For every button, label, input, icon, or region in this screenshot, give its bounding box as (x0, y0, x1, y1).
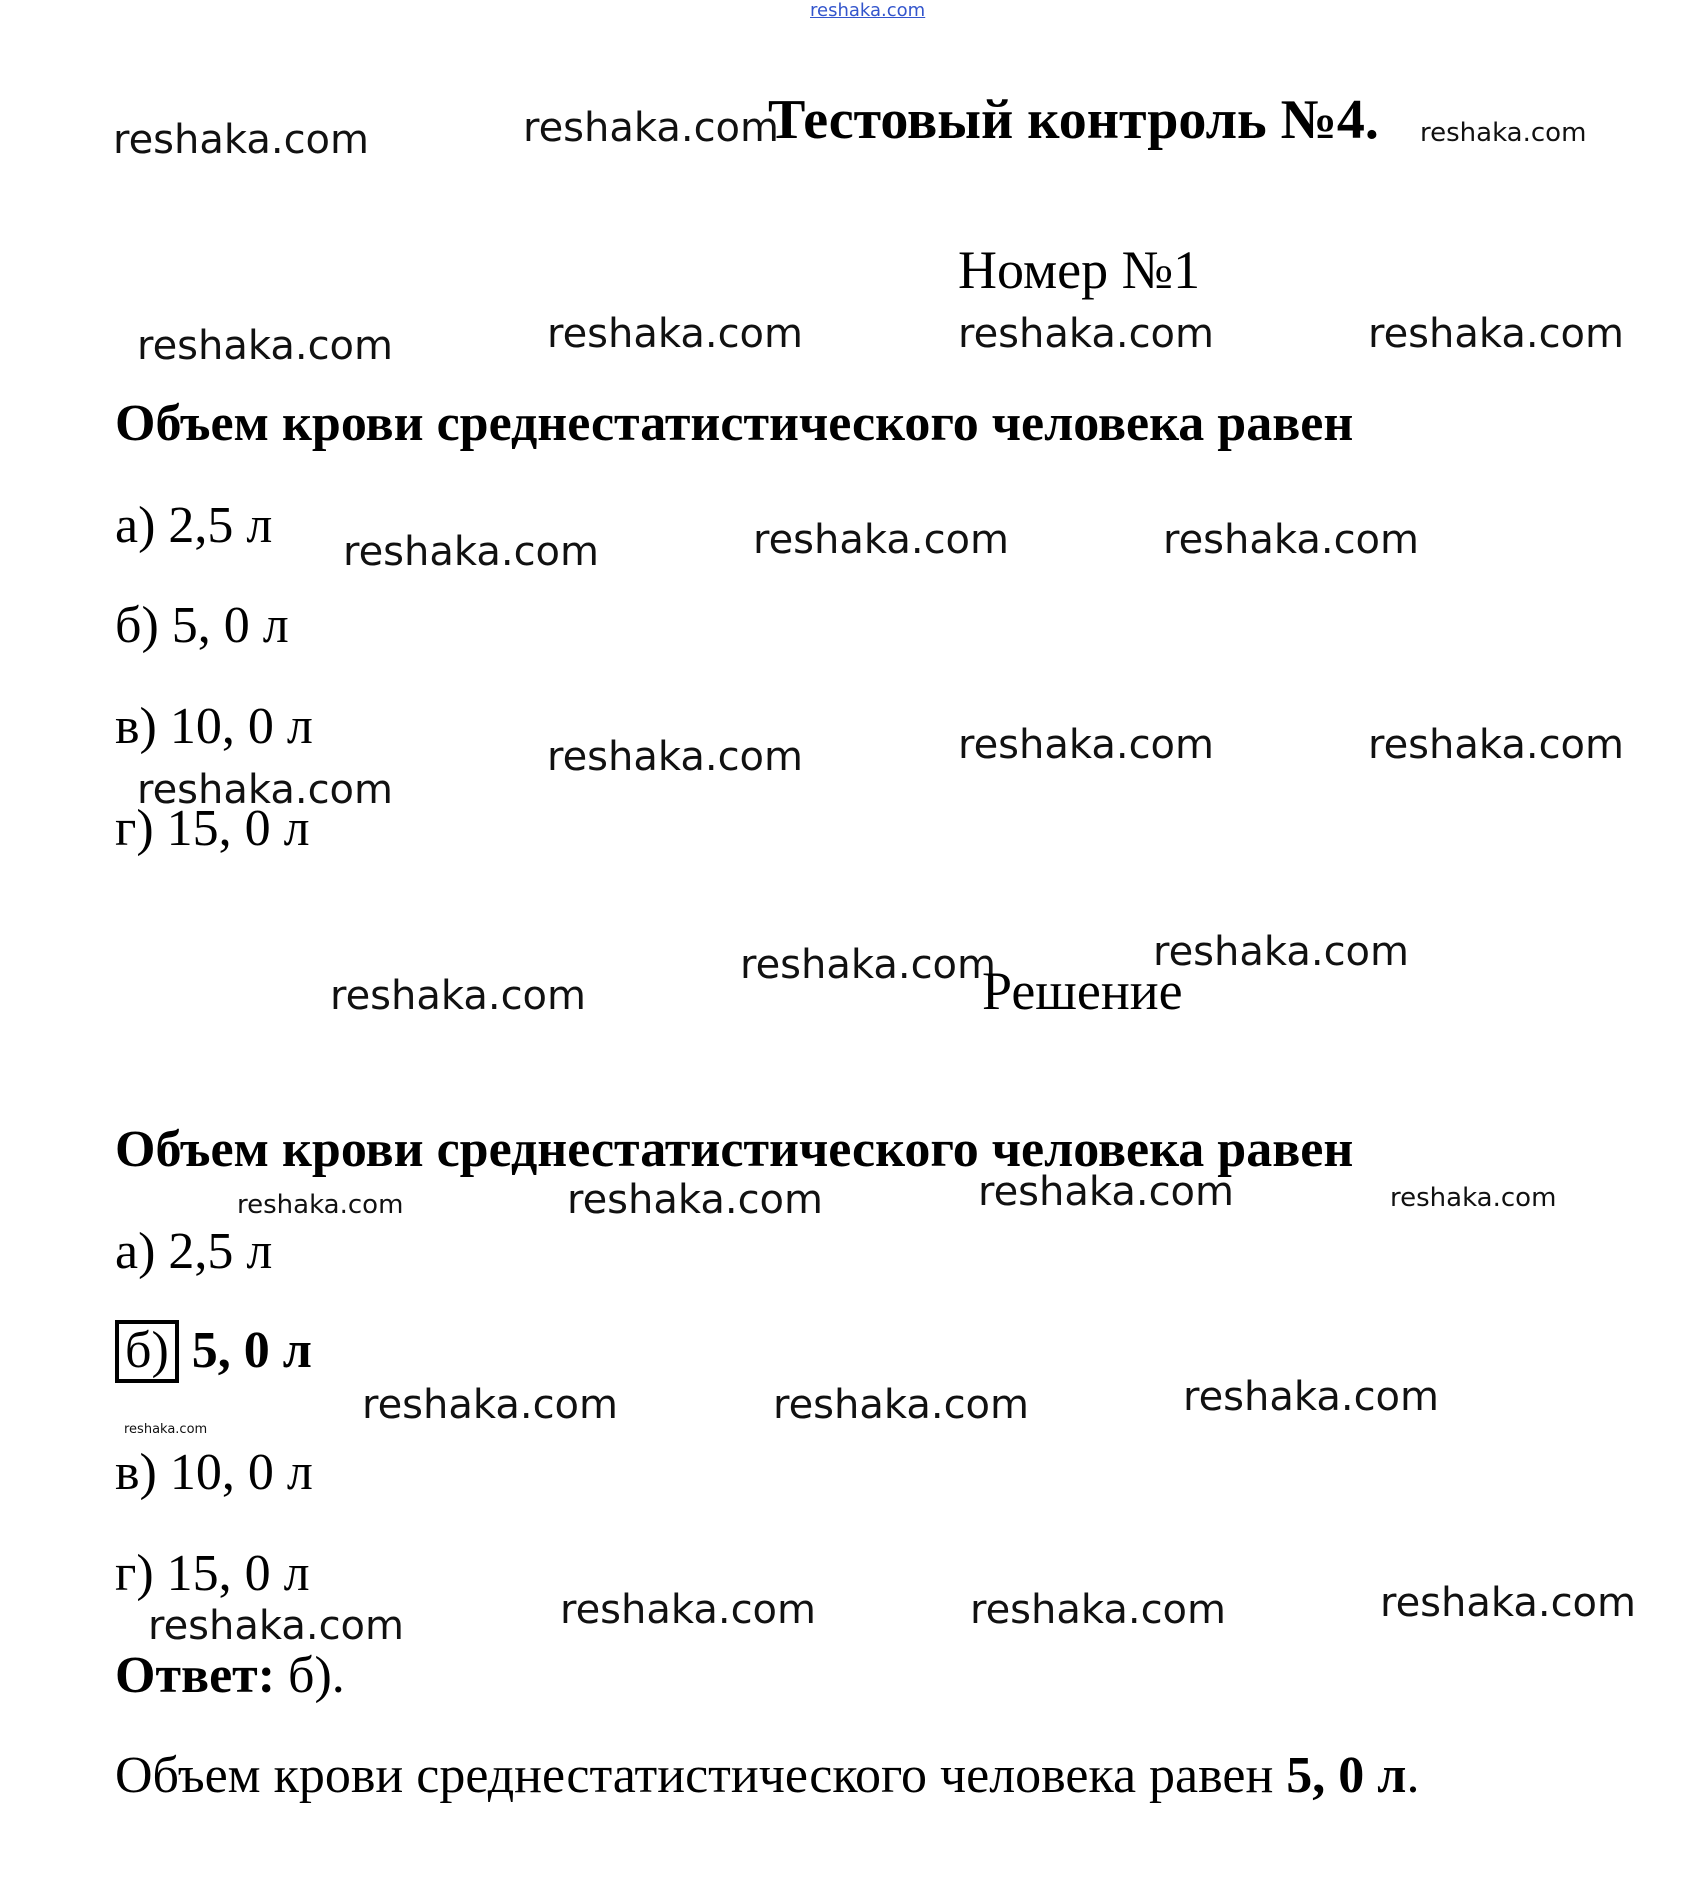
watermark: reshaka.com (547, 311, 803, 357)
watermark: reshaka.com (1420, 118, 1587, 148)
watermark: reshaka.com (958, 722, 1214, 768)
watermark: reshaka.com (547, 734, 803, 780)
watermark: reshaka.com (137, 767, 393, 813)
watermark: reshaka.com (978, 1169, 1234, 1215)
watermark: reshaka.com (330, 973, 586, 1019)
conclusion-value: 5, 0 л (1286, 1747, 1407, 1804)
option-text: 2,5 л (168, 497, 273, 554)
watermark: reshaka.com (137, 323, 393, 369)
option-text: 5, 0 л (171, 597, 289, 654)
exercise-number: Номер №1 (958, 240, 1201, 300)
answer-value: б). (288, 1647, 345, 1704)
correct-option-text: 5, 0 л (191, 1322, 312, 1379)
option-d (115, 800, 310, 857)
solution-option-c (115, 1444, 313, 1501)
answer-label: Ответ: (115, 1647, 276, 1704)
answer-line (115, 1647, 345, 1704)
option-text: 10, 0 л (169, 1444, 313, 1501)
watermark: reshaka.com (958, 311, 1214, 357)
option-label: г) (115, 800, 154, 857)
watermark: reshaka.com (148, 1603, 404, 1649)
option-a (115, 497, 273, 554)
option-text: 10, 0 л (169, 698, 313, 755)
option-text: 15, 0 л (166, 800, 310, 857)
conclusion-line (115, 1747, 1420, 1804)
option-label: г) (115, 1545, 154, 1602)
watermark: reshaka.com (124, 1422, 208, 1437)
option-label: в) (115, 1444, 157, 1501)
watermark: reshaka.com (1163, 517, 1419, 563)
option-text: 15, 0 л (166, 1545, 310, 1602)
watermark: reshaka.com (1183, 1374, 1439, 1420)
option-label: б) (115, 597, 159, 654)
conclusion-text: Объем крови среднестатистического человека равен (115, 1747, 1274, 1804)
watermark: reshaka.com (560, 1587, 816, 1633)
page-title: Тестовый контроль №4. (768, 89, 1379, 151)
watermark: reshaka.com (753, 517, 1009, 563)
option-label: в) (115, 698, 157, 755)
solution-option-a (115, 1223, 273, 1280)
watermark-top[interactable]: reshaka.com (810, 0, 926, 21)
option-c (115, 698, 313, 755)
watermark: reshaka.com (113, 117, 369, 163)
option-b (115, 597, 289, 654)
option-label: а) (115, 497, 156, 554)
watermark: reshaka.com (1380, 1580, 1636, 1626)
watermark: reshaka.com (1390, 1183, 1557, 1213)
solution-option-b-correct (115, 1320, 312, 1383)
watermark: reshaka.com (773, 1382, 1029, 1428)
watermark: reshaka.com (362, 1382, 618, 1428)
watermark: reshaka.com (1153, 929, 1409, 975)
correct-option-label: б) (115, 1320, 179, 1383)
solution-heading: Решение (982, 961, 1183, 1021)
watermark: reshaka.com (237, 1190, 404, 1220)
question-text: Объем крови среднестатистического человека равен (115, 395, 1354, 452)
watermark: reshaka.com (523, 105, 779, 151)
solution-question-text: Объем крови среднестатистического человека равен (115, 1121, 1354, 1178)
watermark: reshaka.com (1368, 722, 1624, 768)
watermark: reshaka.com (970, 1587, 1226, 1633)
conclusion-end: . (1406, 1747, 1420, 1804)
option-text: 2,5 л (168, 1223, 273, 1280)
watermark: reshaka.com (567, 1177, 823, 1223)
watermark: reshaka.com (343, 529, 599, 575)
watermark: reshaka.com (740, 942, 996, 988)
option-label: а) (115, 1223, 156, 1280)
watermark: reshaka.com (1368, 311, 1624, 357)
solution-option-d (115, 1545, 310, 1602)
